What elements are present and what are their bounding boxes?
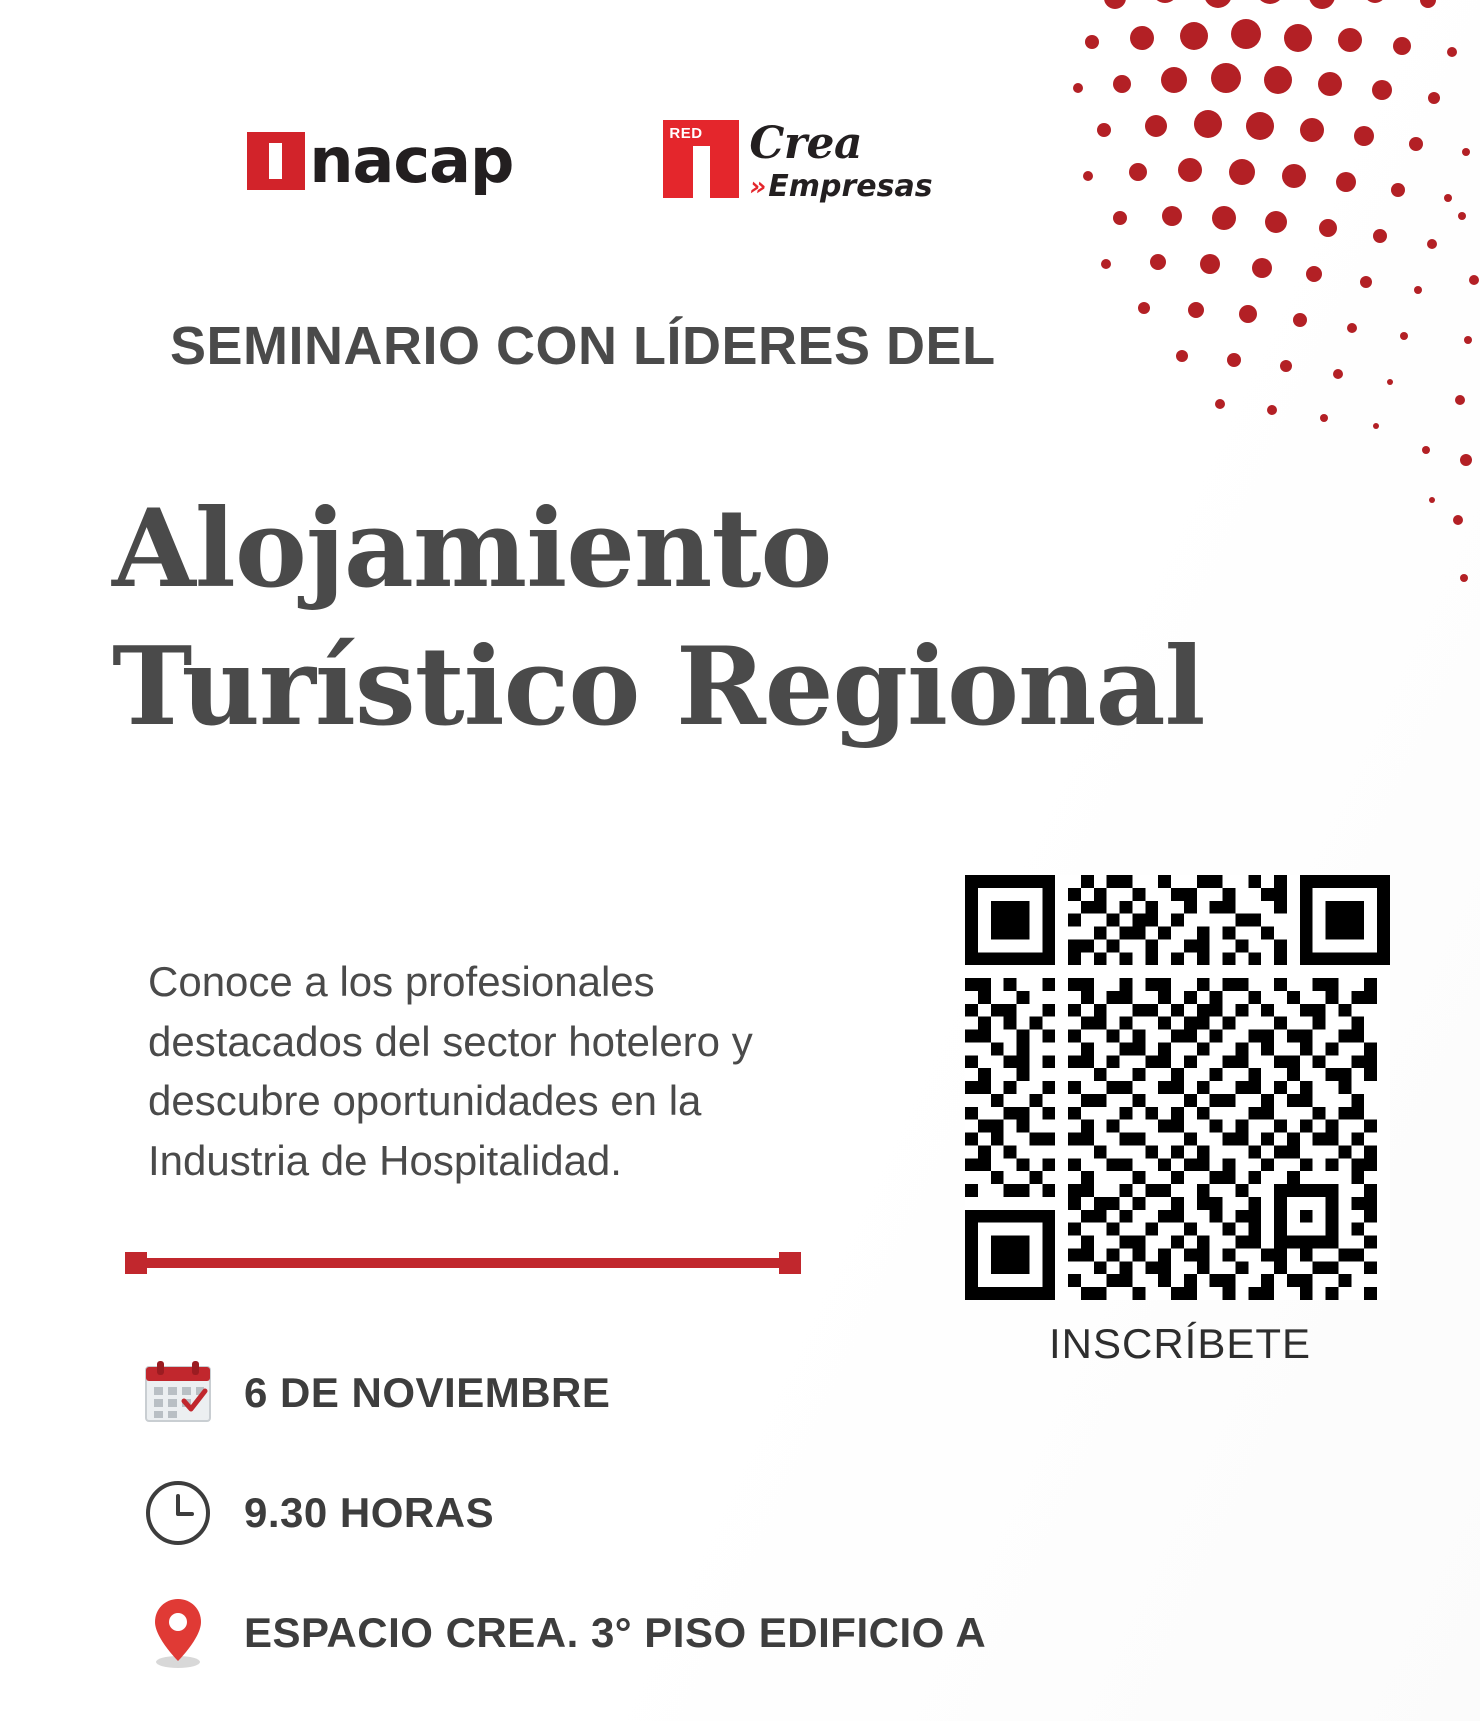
red-crea-empresas-logo	[663, 120, 932, 202]
registration-qr-block[interactable]	[965, 875, 1395, 1368]
detail-time-label: 9.30 HORAS	[244, 1489, 495, 1536]
inacap-wordmark: nacap	[309, 124, 514, 197]
detail-row-location	[140, 1595, 1040, 1671]
qr-code-icon[interactable]	[965, 875, 1390, 1300]
crea-mark-icon	[663, 120, 739, 198]
event-details-list	[140, 1355, 1040, 1715]
calendar-icon	[140, 1355, 216, 1431]
page-title	[112, 480, 1332, 756]
page-title-line-2: Turístico Regional	[112, 624, 1205, 751]
event-description: Conoce a los profesionales destacados del sector hotelero y descubre oportunidades en la Industria de Hospitalidad.	[148, 958, 753, 1184]
crea-wordmark	[749, 120, 932, 202]
crea-red-label: RED	[669, 125, 703, 142]
page-title-line-1: Alojamiento	[112, 486, 832, 612]
location-pin-icon	[140, 1595, 216, 1671]
detail-row-time	[140, 1475, 1040, 1551]
detail-row-date	[140, 1355, 1040, 1431]
crea-sub-text	[749, 169, 933, 204]
logo-row	[0, 120, 1180, 202]
crea-name-text: Crea	[749, 118, 863, 169]
event-kicker: SEMINARIO CON LÍDERES DEL	[170, 316, 996, 376]
detail-location-label: ESPACIO CREA. 3° PISO EDIFICIO A	[244, 1609, 987, 1656]
inacap-mark-icon	[247, 132, 305, 190]
inacap-logo	[247, 124, 514, 197]
qr-caption: INSCRÍBETE	[1048, 1320, 1312, 1367]
section-divider	[133, 1258, 793, 1268]
detail-date-label: 6 DE NOVIEMBRE	[244, 1369, 611, 1416]
double-chevron-icon: »	[749, 172, 763, 202]
clock-icon	[140, 1475, 216, 1551]
crea-sub-label: Empresas	[768, 169, 933, 204]
